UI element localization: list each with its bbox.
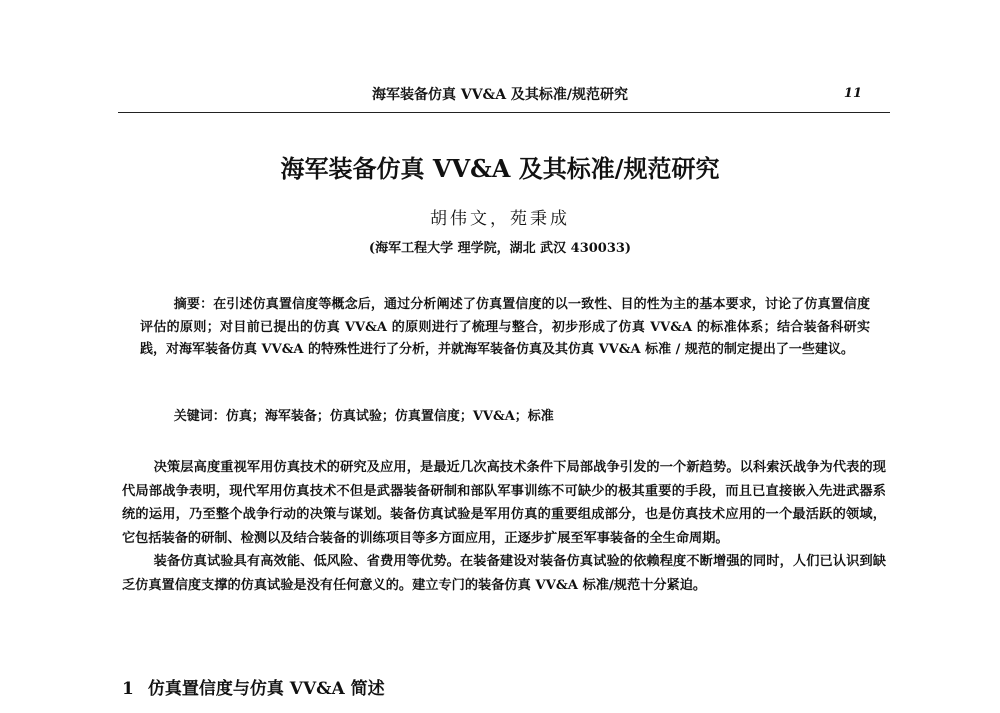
- abstract-text: 在引述仿真置信度等概念后，通过分析阐述了仿真置信度的以一致性、目的性为主的基本要求，讨论了仿真置信度评估的原则；对目前已提出的仿真 VV&A 的原则进行了梳理与整合，初步形成了仿真 VV&A 的标准体系；结合装备科研实践，对海军装备仿真 VV&A 的特殊性进行了分析，并就海军装备仿真及其仿真 VV&A 标准 / 规范的制定提出了一些建议。: [140, 297, 870, 357]
- abstract-paragraph: [140, 294, 870, 362]
- abstract-label: 摘要：: [173, 297, 214, 312]
- body-text: [122, 456, 886, 597]
- abstract: [140, 294, 870, 362]
- section-heading: [122, 676, 822, 702]
- paper-title: 海军装备仿真 VV&A 及其标准/规范研究: [280, 154, 720, 183]
- section-title: 仿真置信度与仿真 VV&A 简述: [147, 679, 385, 699]
- header-rule: [118, 112, 890, 113]
- body-paragraph-2: 装备仿真试验具有高效能、低风险、省费用等优势。在装备建设对装备仿真试验的依赖程度不断增强的同时，人们已认识到缺乏仿真置信度支撑的仿真试验是没有任何意义的。建立专门的装备仿真 VV&A 标准/规范十分紧迫。: [122, 554, 886, 593]
- page-number: 11: [843, 86, 862, 101]
- section-number: 1: [122, 679, 134, 699]
- keywords-text: 仿真；海军装备；仿真试验；仿真置信度；VV&A；标准: [225, 409, 554, 424]
- running-header: [120, 84, 880, 108]
- authors: 胡伟文，苑秉成: [430, 209, 570, 229]
- affiliation: (海军工程大学 理学院，湖北 武汉 430033): [368, 241, 632, 256]
- running-title: 海军装备仿真 VV&A 及其标准/规范研究: [371, 87, 629, 103]
- body-paragraph-1: 决策层高度重视军用仿真技术的研究及应用，是最近几次高技术条件下局部战争引发的一个新趋势。以科索沃战争为代表的现代局部战争表明，现代军用仿真技术不但是武器装备研制和部队军事训练不可缺少的极其重要的手段，而且已直接嵌入先进武器系统的运用，乃至整个战争行动的决策与谋划。装备仿真试验是军用仿真的重要组成部分，也是仿真技术应用的一个最活跃的领域，它包括装备的研制、检测以及结合装备的训练项目等多方面应用，正逐步扩展至军事装备的全生命周期。: [122, 460, 886, 546]
- keywords-label: 关键词：: [173, 409, 226, 424]
- keywords: [140, 406, 870, 428]
